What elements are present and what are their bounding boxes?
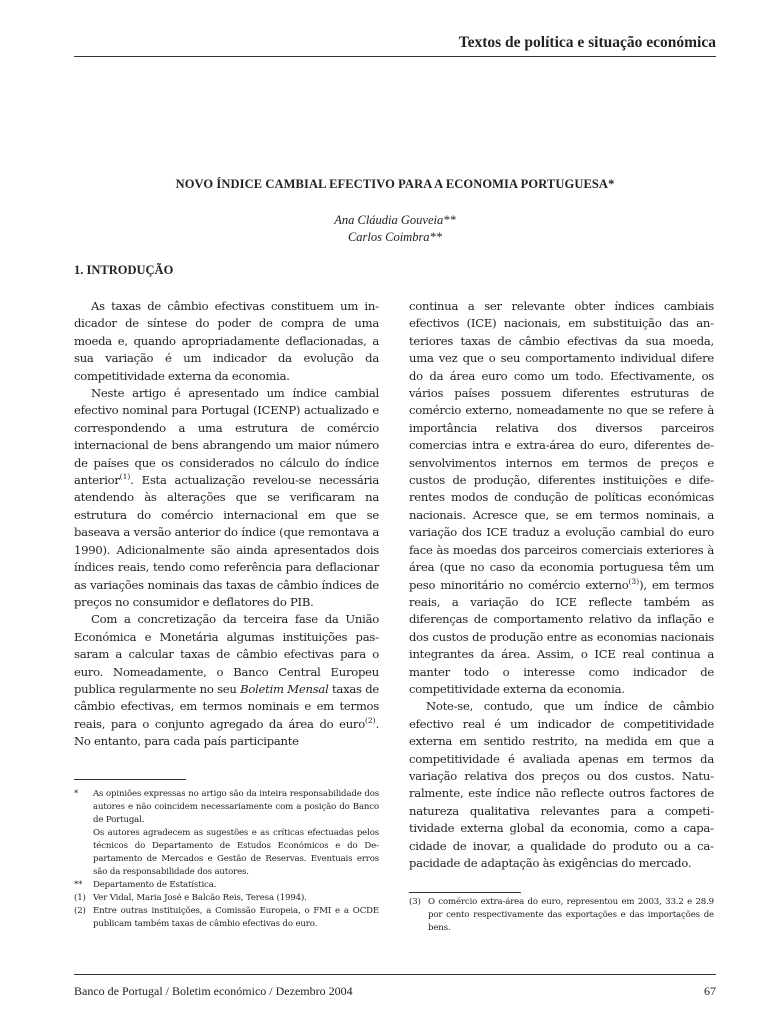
paragraph <box>409 298 714 698</box>
footnote <box>74 892 379 905</box>
paragraph <box>74 611 379 750</box>
paragraph-text: continua a ser relevante obter índices cambiais efectivos (ICE) nacionais, em substituição das anteriores taxas de câmbio efectivas da sua moeda, uma vez que o seu comportamento individual difere do da área euro como um todo. Efectivamente, os vários países possuem diferentes estruturas de comércio externo, nomeadamente no que se refere à importância relativa dos diversos parceiros comercias intra e extra-área do euro, diferentes desenvolvimentos internos em termos de preços e custos de produção, diferentes instituições e diferentes modos de condução de políticas económicas nacionais. Acresce que, se em termos nominais, a variação dos ICE traduz a evolução cambial do euro face às moedas dos parceiros comerciais exteriores à área (que no caso da economia portuguesa têm um peso minoritário no comércio externo <box>409 299 714 592</box>
page-number: 67 <box>704 984 716 998</box>
paragraph <box>409 698 714 872</box>
footnote <box>74 905 379 931</box>
body-column-left <box>74 298 379 751</box>
footnote <box>74 788 379 827</box>
section-heading: 1. INTRODUÇÃO <box>74 263 174 277</box>
footer-rule <box>74 974 716 975</box>
footnote-ref: (3) <box>628 576 640 586</box>
footnote-marker: (1) <box>74 893 86 903</box>
author-list <box>74 212 716 246</box>
footnote-ref: (1) <box>119 472 131 482</box>
footnote-marker: * <box>74 789 79 799</box>
publication-name: Boletim Mensal <box>240 681 329 696</box>
footnote-marker: ** <box>74 880 83 890</box>
footnote-text: Departamento de Estatística. <box>93 880 217 890</box>
paragraph-text: . No entanto, para cada país participante <box>74 716 379 749</box>
footnotes-right <box>409 896 714 935</box>
paragraph-text: . Esta actualização revelou-se necessária atendendo às alterações que se verificaram na estrutura do comércio internacional em que se baseava a versão anterior do índice (que remontava a 1990). Adicionalmente são ainda apresentados dois índices reais, tendo como referência para deflacionar as variações nominais das taxas de câmbio índices de preços no consumidor e deflatores do PIB. <box>74 473 379 609</box>
footnote-ref: (2) <box>364 715 376 725</box>
paragraph-text: As taxas de câmbio efectivas constituem um indicador de síntese do poder de compra de uma moeda e, quando apropriadamente deflacionadas, a sua variação é um indicador da evolução da competitividade externa da economia. <box>74 299 379 383</box>
footnote <box>74 879 379 892</box>
footer-publication: Banco de Portugal / Boletim económico / Dezembro 2004 <box>74 984 353 998</box>
footnote-marker <box>74 827 93 879</box>
footnote-marker: (2) <box>74 906 86 916</box>
footnote-text: Ver Vidal, Maria José e Balcão Reis, Teresa (1994). <box>93 893 307 903</box>
footnote <box>74 827 379 879</box>
footnote-rule <box>409 892 521 893</box>
article-title: NOVO ÍNDICE CAMBIAL EFECTIVO PARA A ECONOMIA PORTUGUESA* <box>175 177 615 191</box>
footnote-text: As opiniões expressas no artigo são da inteira responsabilidade dos autores e não coincidem necessariamente com a posição do Banco de Portugal. <box>93 789 379 825</box>
paragraph-text: Note-se, contudo, que um índice de câmbio efectivo real é um indicador de competitividade externa em sentido restrito, na medida em que a competitividade é avaliada apenas em termos da variação relativa dos preços ou dos custos. Naturalmente, este índice não reflecte outros factores de natureza qualitativa relevantes para a competitividade externa global da economia, como a capacidade de inovar, a qualidade do produto ou a capacidade de adaptação às exigências do mercado. <box>409 699 714 870</box>
paragraph-text: Neste artigo é apresentado um índice cambial efectivo nominal para Portugal (ICENP) actualizado e correspondendo a uma estrutura de comércio internacional de bens abrangendo um maior número de países que os considerados no cálculo do índice anterior <box>74 386 379 488</box>
running-header: Textos de política e situação económica <box>458 34 716 51</box>
author-name: Carlos Coimbra** <box>347 230 443 244</box>
footnote-marker: (3) <box>409 897 421 907</box>
paragraph-text: taxas de câmbio efectivas, em termos nominais e em termos reais, para o conjunto agregado da área do euro <box>74 681 379 731</box>
footnotes-left <box>74 788 379 931</box>
author-name: Ana Cláudia Gouveia** <box>334 213 456 227</box>
footnote-text: Entre outras instituições, a Comissão Europeia, o FMI e a OCDE publicam também taxas de câmbio efectivas do euro. <box>93 906 379 929</box>
footnote-text: Os autores agradecem as sugestões e as críticas efectuadas pelos técnicos do Departamento de Estudos Económicos e do Departamento de Mercados e Gestão de Reservas. Eventuais erros são da responsabilidade dos autores. <box>93 828 379 877</box>
paragraph <box>74 298 379 385</box>
header-rule <box>74 56 716 57</box>
footnote-rule <box>74 779 186 780</box>
paragraph <box>74 385 379 611</box>
paragraph-text: ), em termos reais, a variação do ICE reflecte também as diferenças de comportamento relativo da inflação e dos custos de produção entre as economias nacionais integrantes da área. Assim, o ICE real continua a manter todo o interesse como indicador de competitividade externa da economia. <box>409 577 715 696</box>
footnote-text: O comércio extra-área do euro, representou em 2003, 33.2 e 28.9 por cento respectivamente das exportações e das importações de bens. <box>428 897 714 933</box>
body-column-right <box>409 298 714 872</box>
footnote <box>409 896 714 935</box>
paragraph-text: Com a concretização da terceira fase da União Económica e Monetária algumas instituições passaram a calcular taxas de câmbio efectivas para o euro. Nomeadamente, o Banco Central Europeu publica regularmente no seu <box>74 612 379 696</box>
